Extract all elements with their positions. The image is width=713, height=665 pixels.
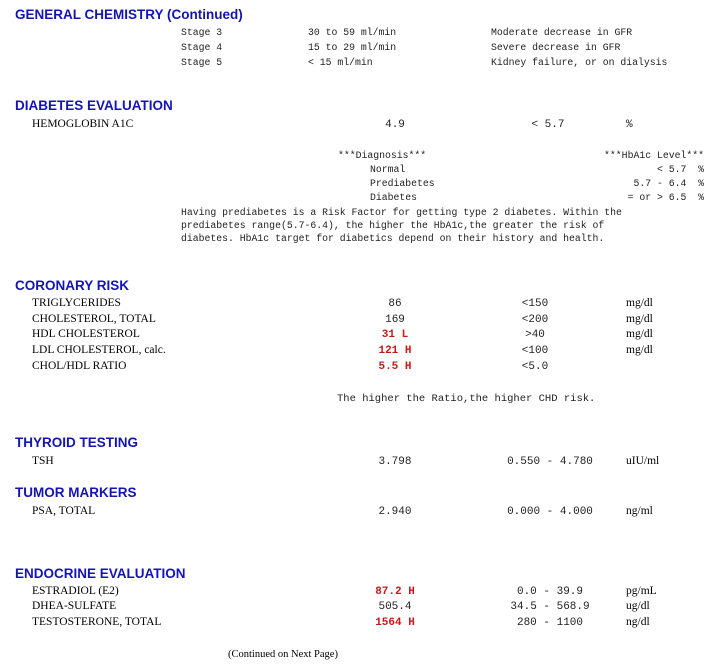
continued-footer: (Continued on Next Page) (228, 649, 338, 660)
level-range-normal: < 5.7 % (656, 164, 704, 175)
test-ref: 0.550 - 4.780 (507, 456, 593, 468)
test-name: LDL CHOLESTEROL, calc. (32, 344, 166, 356)
gfr-stage-5-label: Stage 5 (181, 57, 223, 68)
test-name: PSA, TOTAL (32, 505, 96, 517)
test-value-hba1c: 4.9 (385, 119, 405, 131)
gfr-stage-3-desc: Moderate decrease in GFR (491, 27, 633, 38)
test-name: TSH (32, 455, 54, 467)
section-title-tumor-markers: TUMOR MARKERS (15, 485, 137, 500)
test-ref: 0.000 - 4.000 (507, 506, 593, 518)
section-title-diabetes: DIABETES EVALUATION (15, 98, 173, 113)
test-ref: <200 (521, 314, 549, 326)
gfr-stage-4-range: 15 to 29 ml/min (308, 42, 397, 53)
gfr-stage-4-label: Stage 4 (181, 42, 223, 53)
section-title-general-chemistry: GENERAL CHEMISTRY (Continued) (15, 7, 243, 22)
test-unit: pg/mL (626, 585, 657, 597)
test-ref-hba1c: < 5.7 (531, 119, 565, 131)
test-unit: ng/ml (626, 505, 653, 517)
test-value: 169 (385, 314, 405, 326)
test-name: CHOL/HDL RATIO (32, 360, 127, 372)
coronary-note: The higher the Ratio,the higher CHD risk. (337, 393, 596, 405)
test-name: TRIGLYCERIDES (32, 297, 121, 309)
test-name: HDL CHOLESTEROL (32, 328, 140, 340)
test-ref: 280 - 1100 (516, 617, 583, 629)
test-name: ESTRADIOL (E2) (32, 585, 119, 597)
test-unit-hba1c: % (626, 119, 633, 131)
test-ref: <5.0 (521, 361, 549, 373)
level-range-diabetes: = or > 6.5 % (627, 192, 704, 203)
level-range-prediabetes: 5.7 - 6.4 % (633, 178, 704, 189)
test-unit: mg/dl (626, 313, 653, 325)
test-unit: mg/dl (626, 328, 653, 340)
test-value: 86 (388, 298, 402, 310)
test-ref: 0.0 - 39.9 (516, 586, 583, 598)
level-label-normal: Normal (370, 164, 406, 175)
hba1c-level-header: ***HbA1c Level*** (604, 150, 704, 161)
test-value-flagged: 87.2 H (375, 586, 415, 598)
test-value: 3.798 (378, 456, 412, 468)
test-value-flagged: 121 H (378, 345, 412, 357)
gfr-stage-5-desc: Kidney failure, or on dialysis (491, 57, 668, 68)
diagnosis-header: ***Diagnosis*** (338, 150, 427, 161)
test-value-flagged: 31 L (381, 329, 409, 341)
section-title-coronary-risk: CORONARY RISK (15, 278, 130, 293)
test-name: CHOLESTEROL, TOTAL (32, 313, 156, 325)
test-value-flagged: 5.5 H (378, 361, 412, 373)
gfr-stage-3-label: Stage 3 (181, 27, 223, 38)
test-value-flagged: 1564 H (375, 617, 415, 629)
gfr-stage-4-desc: Severe decrease in GFR (491, 42, 621, 53)
test-value: 505.4 (378, 601, 412, 613)
test-unit: ng/dl (626, 616, 650, 628)
gfr-stage-3-range: 30 to 59 ml/min (308, 27, 397, 38)
section-title-endocrine: ENDOCRINE EVALUATION (15, 566, 186, 581)
level-label-diabetes: Diabetes (370, 192, 418, 203)
test-ref: <100 (521, 345, 549, 357)
test-name: TESTOSTERONE, TOTAL (32, 616, 162, 628)
diabetes-note-line-2: prediabetes range(5.7-6.4), the higher the HbA1c,the greater the risk of (181, 220, 605, 231)
section-title-thyroid: THYROID TESTING (15, 435, 139, 450)
test-name: DHEA-SULFATE (32, 600, 117, 612)
level-label-prediabetes: Prediabetes (370, 178, 435, 189)
test-unit: uIU/ml (626, 455, 660, 467)
test-unit: mg/dl (626, 344, 653, 356)
test-ref: 34.5 - 568.9 (510, 601, 590, 613)
diabetes-note-line-1: Having prediabetes is a Risk Factor for getting type 2 diabetes. Within the (181, 207, 622, 218)
test-unit: mg/dl (626, 297, 653, 309)
test-value: 2.940 (378, 506, 412, 518)
gfr-stage-5-range: < 15 ml/min (308, 57, 373, 68)
test-ref: >40 (525, 329, 545, 341)
test-unit: ug/dl (626, 600, 650, 612)
test-ref: <150 (521, 298, 549, 310)
diabetes-note-line-3: diabetes. HbA1c target for diabetics depend on their history and health. (181, 233, 605, 244)
test-name-hba1c: HEMOGLOBIN A1C (32, 118, 134, 130)
